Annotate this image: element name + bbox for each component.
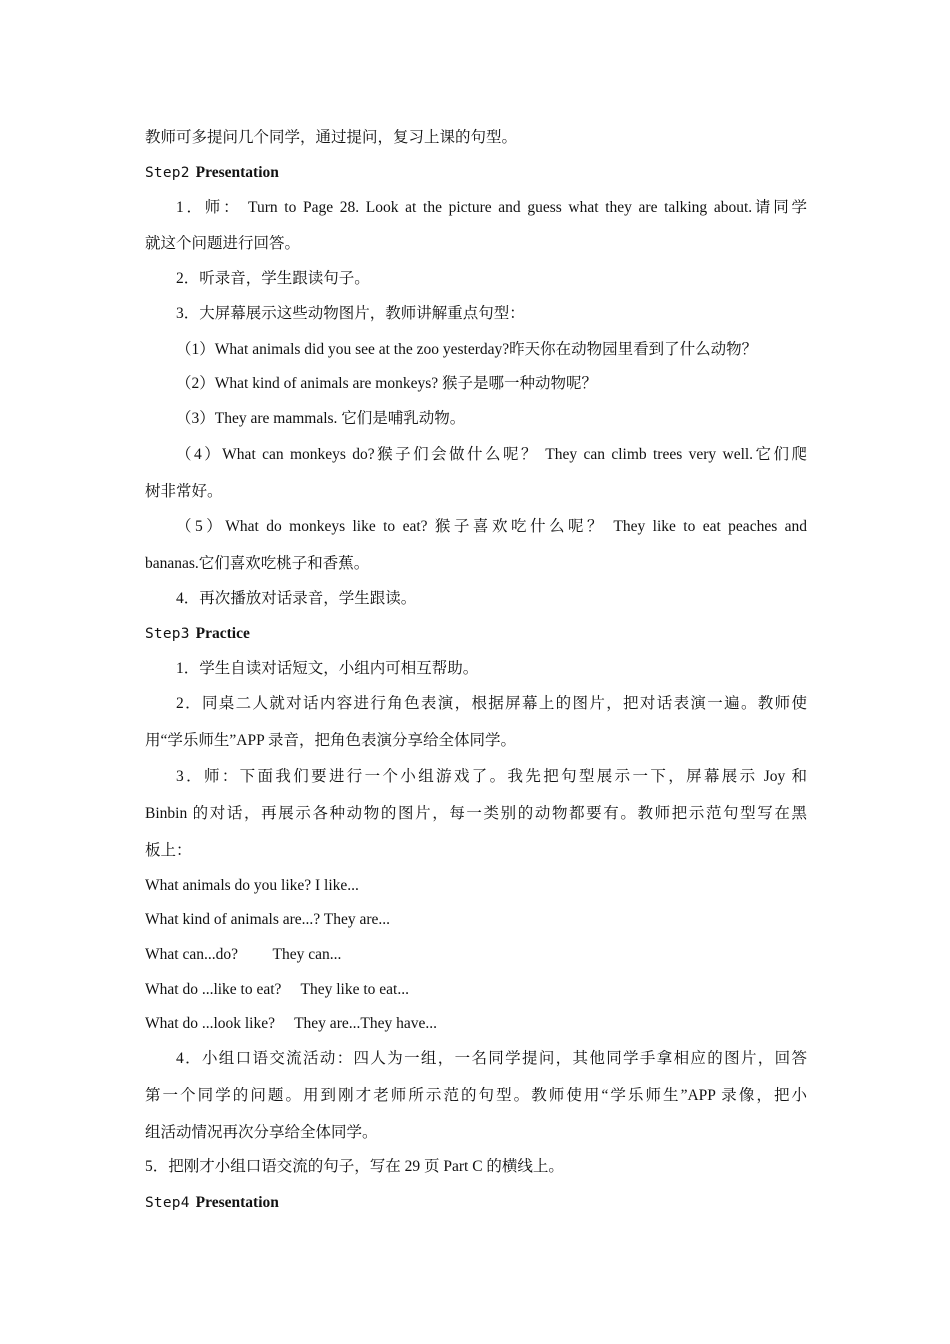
paragraph-line: （5）What do monkeys like to eat? 猴子喜欢吃什么呢？ They like to eat peaches and <box>176 518 807 535</box>
paragraph-line: 组活动情况再次分享给全体同学。 <box>145 1124 378 1141</box>
section-heading-step2 <box>145 163 807 183</box>
paragraph-line: （2）What kind of animals are monkeys? 猴子是哪一种动物呢？ <box>176 375 598 392</box>
paragraph-line: 树非常好。 <box>145 483 223 500</box>
sentence-pattern: What animals do you like? I like... <box>145 877 359 894</box>
paragraph-line: （4）What can monkeys do?猴子们会做什么呢？ They can climb trees very well.它们爬 <box>176 446 807 463</box>
paragraph-line: 第一个同学的问题。用到刚才老师所示范的句型。教师使用“学乐师生”APP 录像，把小 <box>145 1087 807 1104</box>
sentence-pattern: What kind of animals are...? They are... <box>145 911 391 928</box>
paragraph-line: 1．师： Turn to Page 28. Look at the picture and guess what they are talking about.请同学 <box>176 199 807 216</box>
step-label: Step4 <box>145 1195 190 1211</box>
paragraph-line: 3．师：下面我们要进行一个小组游戏了。我先把句型展示一下，屏幕展示 Joy 和 <box>176 768 807 785</box>
paragraph-line: 2．听录音，学生跟读句子。 <box>176 270 370 287</box>
step-label: Step2 <box>145 165 190 181</box>
paragraph-line: 2．同桌二人就对话内容进行角色表演，根据屏幕上的图片，把对话表演一遍。教师使 <box>176 695 807 712</box>
sentence-pattern: What do ...look like? They are...They have... <box>145 1015 437 1032</box>
section-heading-step4 <box>145 1193 807 1213</box>
step-label: Step3 <box>145 626 190 642</box>
paragraph-line: （3）They are mammals. 它们是哺乳动物。 <box>176 410 466 427</box>
paragraph-line: 板上： <box>145 842 192 859</box>
paragraph-line: 1．学生自读对话短文，小组内可相互帮助。 <box>176 660 479 677</box>
paragraph-line: Binbin 的对话，再展示各种动物的图片，每一类别的动物都要有。教师把示范句型写在黑 <box>145 805 807 822</box>
paragraph-line: 4．小组口语交流活动：四人为一组，一名同学提问，其他同学手拿相应的图片，回答 <box>176 1050 807 1067</box>
paragraph-line: 教师可多提问几个同学，通过提问，复习上课的句型。 <box>145 129 518 146</box>
paragraph-line: 5．把刚才小组口语交流的句子，写在 29 页 Part C 的横线上。 <box>145 1158 564 1175</box>
paragraph-line: 就这个问题进行回答。 <box>145 235 301 252</box>
sentence-pattern: What can...do? They can... <box>145 946 342 963</box>
paragraph-line: 4．再次播放对话录音，学生跟读。 <box>176 590 417 607</box>
paragraph-line: 用“学乐师生”APP 录音，把角色表演分享给全体同学。 <box>145 732 516 749</box>
sentence-pattern: What do ...like to eat? They like to eat... <box>145 981 409 998</box>
paragraph-line: 3．大屏幕展示这些动物图片，教师讲解重点句型： <box>176 305 525 322</box>
step-title: Presentation <box>195 1194 279 1211</box>
paragraph-line: bananas.它们喜欢吃桃子和香蕉。 <box>145 555 370 572</box>
step-title: Practice <box>195 625 250 642</box>
paragraph-line: （1）What animals did you see at the zoo yesterday?昨天你在动物园里看到了什么动物？ <box>176 341 758 358</box>
section-heading-step3 <box>145 624 807 644</box>
step-title: Presentation <box>195 164 279 181</box>
